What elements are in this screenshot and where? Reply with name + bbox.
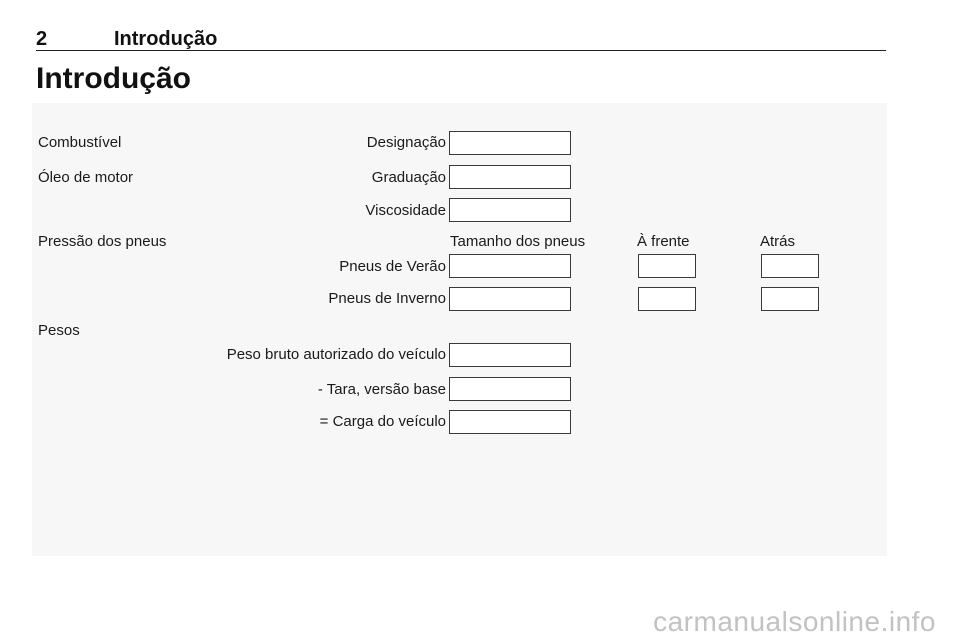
tare-field[interactable] <box>449 377 571 401</box>
header-rule <box>36 50 886 51</box>
page-title: Introdução <box>36 62 191 95</box>
section-engine-oil: Óleo de motor <box>38 169 134 186</box>
winter-front-pressure-field[interactable] <box>638 287 696 311</box>
watermark: carmanualsonline.info <box>653 606 936 637</box>
label-load: = Carga do veículo <box>319 413 446 430</box>
section-tyre-pressure: Pressão dos pneus <box>38 233 167 250</box>
gross-weight-field[interactable] <box>449 343 571 367</box>
column-rear: Atrás <box>760 233 796 250</box>
label-viscosity: Viscosidade <box>365 202 446 219</box>
summer-front-pressure-field[interactable] <box>638 254 696 278</box>
column-tyre-size: Tamanho dos pneus <box>450 233 586 250</box>
label-designation: Designação <box>366 134 446 151</box>
section-weights: Pesos <box>38 322 80 339</box>
designation-field[interactable] <box>449 131 571 155</box>
winter-tyre-size-field[interactable] <box>449 287 571 311</box>
summer-rear-pressure-field[interactable] <box>761 254 819 278</box>
winter-rear-pressure-field[interactable] <box>761 287 819 311</box>
label-winter-tyres: Pneus de Inverno <box>328 290 446 307</box>
summer-tyre-size-field[interactable] <box>449 254 571 278</box>
label-summer-tyres: Pneus de Verão <box>339 258 446 275</box>
load-field[interactable] <box>449 410 571 434</box>
label-tare: - Tara, versão base <box>317 381 446 398</box>
section-fuel: Combustível <box>38 134 122 151</box>
viscosity-field[interactable] <box>449 198 571 222</box>
running-header-title: Introdução <box>114 28 218 50</box>
label-gross-weight: Peso bruto autorizado do veículo <box>226 346 446 363</box>
grade-field[interactable] <box>449 165 571 189</box>
page-number: 2 <box>36 28 48 50</box>
label-grade: Graduação <box>371 169 446 186</box>
column-front: À frente <box>637 233 690 250</box>
